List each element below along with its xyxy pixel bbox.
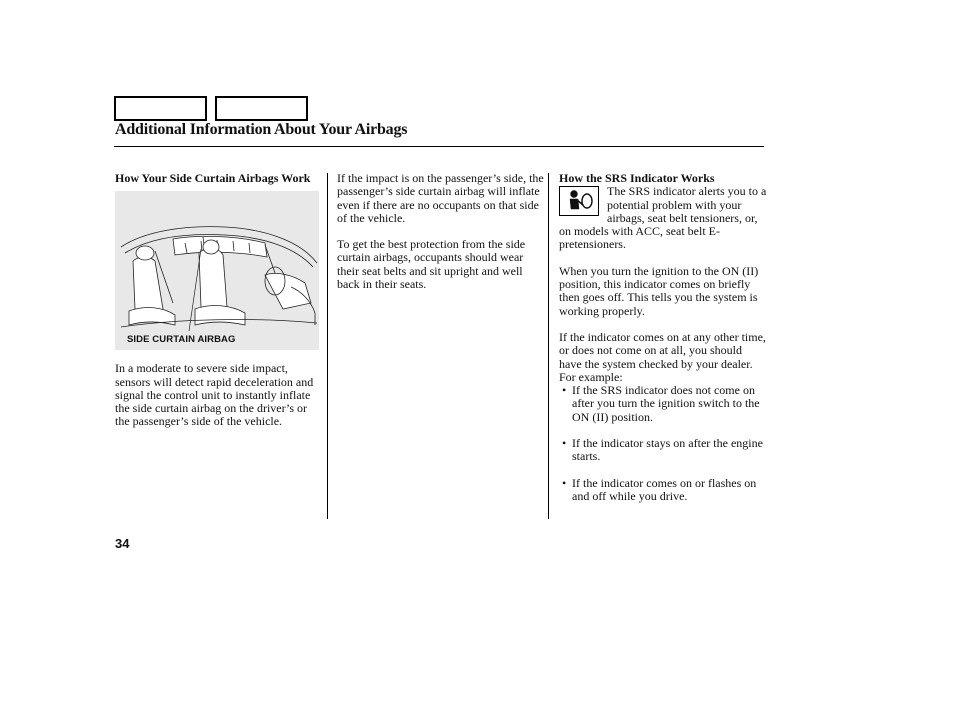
- car-interior-illustration: [115, 191, 319, 350]
- page-title: Additional Information About Your Airbags: [115, 121, 408, 138]
- paragraph: When you turn the ignition to the ON (II) position, this indicator comes on briefly then goes off. This tells you the system is working properly.: [559, 263, 759, 318]
- paragraph: The SRS indicator alerts you to a potential problem with your airbags, seat belt tensioners, or, on models with ACC, seat belt E-pretensioners.: [559, 184, 767, 252]
- list-item: • If the indicator stays on after the engine starts.: [559, 437, 767, 464]
- figure-caption: SIDE CURTAIN AIRBAG: [127, 334, 236, 346]
- list-item: • If the indicator comes on or flashes on and off while you drive.: [559, 477, 767, 504]
- paragraph: In a moderate to severe side impact, sensors will detect rapid deceleration and signal the control unit to instantly inflate the side curtain airbag on the driver’s or the passenger’s side of the vehicle.: [115, 361, 314, 429]
- column-divider-2: [548, 173, 549, 519]
- column-divider-1: [327, 173, 328, 519]
- srs-airbag-icon: [559, 186, 599, 216]
- paragraph: If the impact is on the passenger’s side, the passenger’s side curtain airbag will inflate even if there are no occupants on that side of the vehicle.: [337, 171, 544, 225]
- section-heading-side-curtain: How Your Side Curtain Airbags Work: [115, 171, 311, 185]
- nav-button-2[interactable]: [215, 96, 308, 121]
- nav-button-1[interactable]: [114, 96, 207, 121]
- paragraph: To get the best protection from the side curtain airbags, occupants should wear their seat belts and sit upright and well back in their seats.: [337, 237, 526, 292]
- paragraph: If the indicator comes on at any other time, or does not come on at all, you should have the system checked by your dealer. For example:: [559, 329, 766, 384]
- column-3: [559, 172, 767, 516]
- page-number: 34: [115, 536, 130, 551]
- list-item: • If the SRS indicator does not come on after you turn the ignition switch to the ON (II) position.: [559, 384, 767, 424]
- title-rule: [114, 146, 764, 147]
- bullet-list: [559, 384, 767, 503]
- section-heading-srs-indicator: How the SRS Indicator Works: [559, 171, 715, 185]
- side-curtain-airbag-figure: [115, 191, 319, 350]
- column-1: [115, 172, 321, 442]
- column-2: [337, 172, 545, 304]
